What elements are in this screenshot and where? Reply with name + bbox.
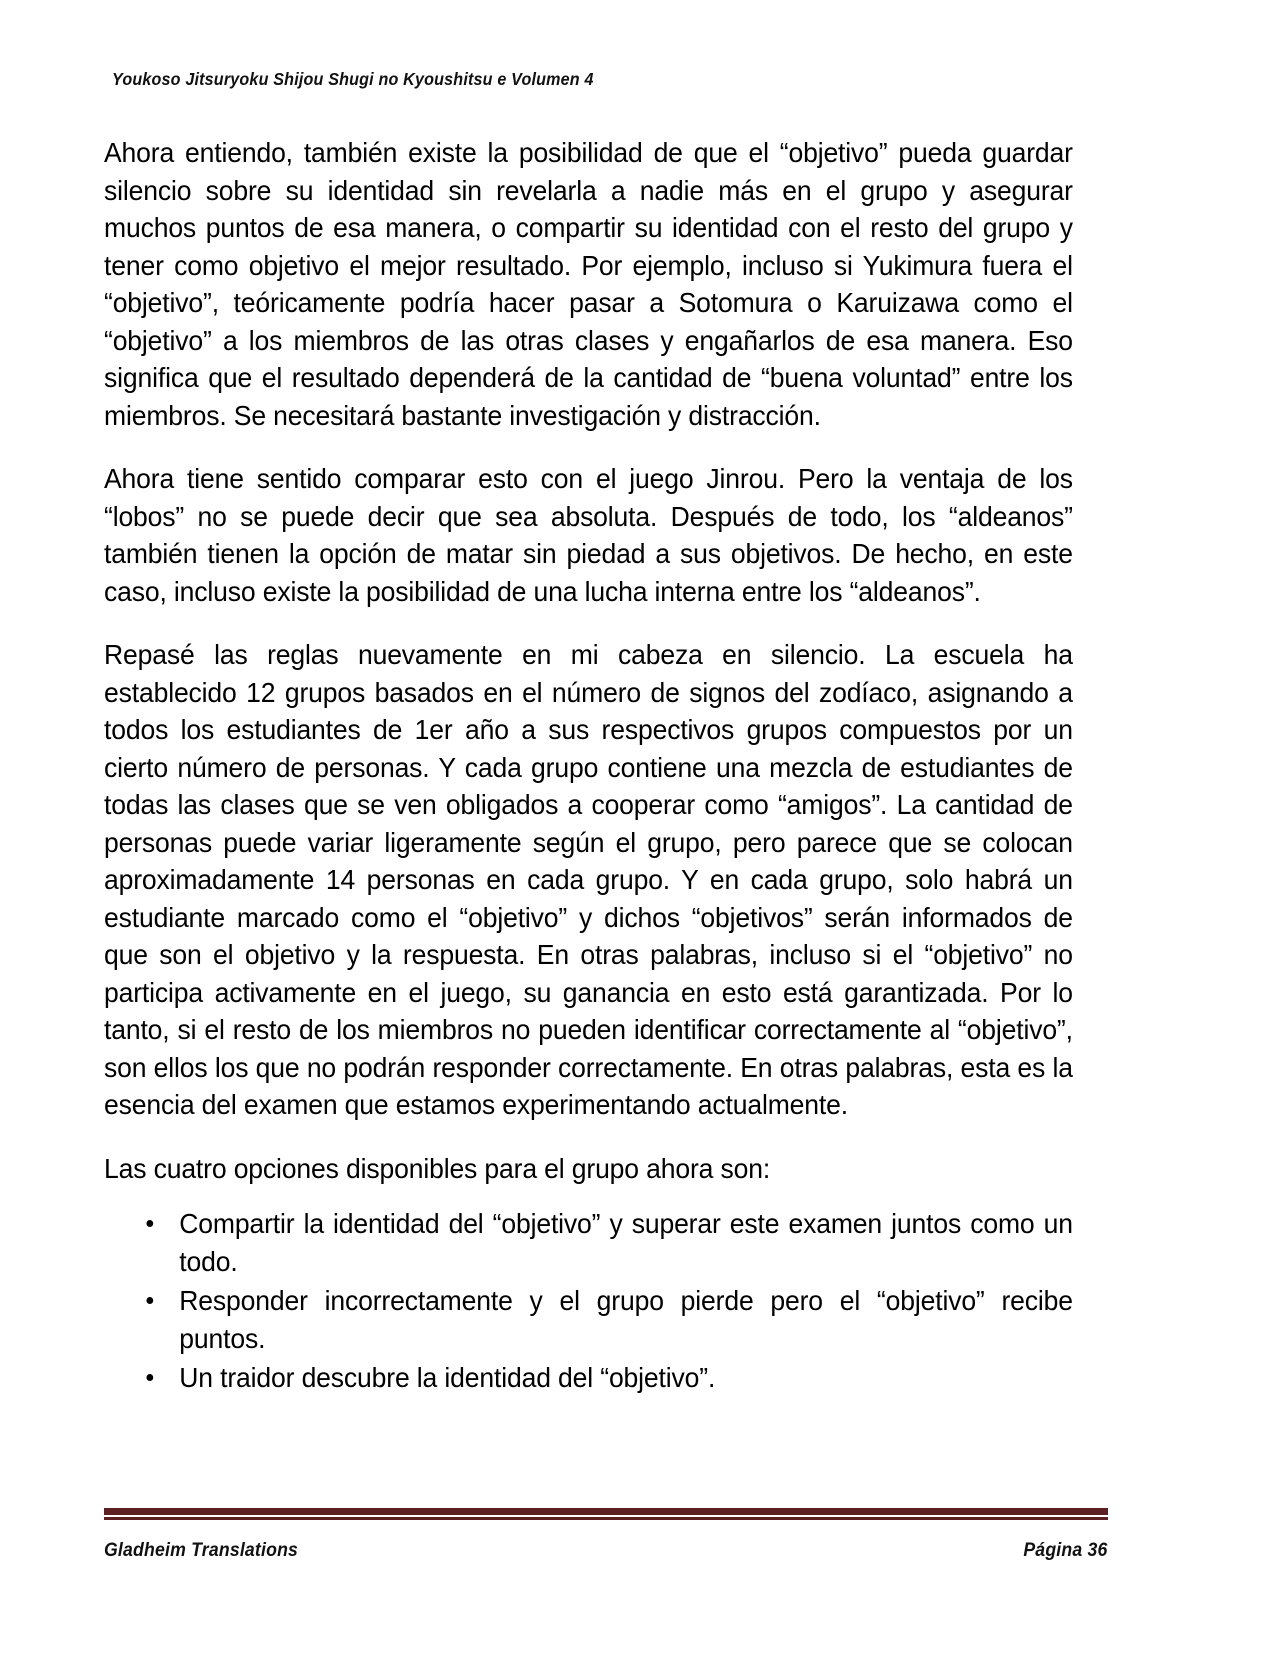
list-lead-in-text: Las cuatro opciones disponibles para el grupo ahora son: — [104, 1152, 771, 1184]
document-footer — [104, 1540, 1108, 1562]
footer-translator-credit: Gladheim Translations — [104, 1540, 299, 1561]
list-item-label: Un traidor descubre la identidad del “objetivo”. — [179, 1362, 716, 1393]
document-body — [104, 134, 1108, 1399]
list-item-label: Compartir la identidad del “objetivo” y superar este examen juntos como un todo. — [179, 1208, 1073, 1277]
footer-divider — [104, 1508, 1108, 1520]
bullet-dot-icon — [146, 1220, 153, 1227]
running-header-title: Youkoso Jitsuryoku Shijou Shugi no Kyoushitsu e Volumen 4 — [112, 69, 594, 89]
footer-divider-thick-line — [104, 1508, 1108, 1515]
footer-page-number: Página 36 — [1023, 1540, 1108, 1561]
bullet-dot-icon — [146, 1374, 153, 1381]
bullet-dot-icon — [146, 1297, 153, 1304]
options-bullet-list — [104, 1205, 1108, 1397]
footer-divider-thin-line — [104, 1517, 1108, 1520]
list-item — [104, 1205, 1073, 1280]
body-paragraph-1: Ahora entiendo, también existe la posibilidad de que el “objetivo” pueda guardar silencio sobre su identidad sin revelarla a nadie más en el grupo y asegurar muchos puntos de esa manera, o compartir su identidad con el resto del grupo y tener como objetivo el mejor resultado. Por ejemplo, incluso si Yukimura fuera el “objetivo”, teóricamente podría hacer pasar a Sotomura o Karuizawa como el “objetivo” a los miembros de las otras clases y engañarlos de esa manera. Eso significa que el resultado dependerá de la cantidad de “buena voluntad” entre los miembros. Se necesitará bastante investigación y distracción. — [104, 137, 1073, 431]
list-item — [104, 1359, 1073, 1397]
list-item-label: Responder incorrectamente y el grupo pierde pero el “objetivo” recibe puntos. — [179, 1285, 1073, 1354]
body-paragraph-3: Repasé las reglas nuevamente en mi cabeza en silencio. La escuela ha establecido 12 grupos basados en el número de signos del zodíaco, asignando a todos los estudiantes de 1er año a sus respectivos grupos compuestos por un cierto número de personas. Y cada grupo contiene una mezcla de estudiantes de todas las clases que se ven obligados a cooperar como “amigos”. La cantidad de personas puede variar ligeramente según el grupo, pero parece que se colocan aproximadamente 14 personas en cada grupo. Y en cada grupo, solo habrá un estudiante marcado como el “objetivo” y dichos “objetivos” serán informados de que son el objetivo y la respuesta. En otras palabras, incluso si el “objetivo” no participa activamente en el juego, su ganancia en esto está garantizada. Por lo tanto, si el resto de los miembros no pueden identificar correctamente al “objetivo”, son ellos los que no podrán responder correctamente. En otras palabras, esta es la esencia del examen que estamos experimentando actualmente. — [104, 639, 1073, 1120]
list-item — [104, 1282, 1073, 1357]
body-paragraph-2: Ahora tiene sentido comparar esto con el juego Jinrou. Pero la ventaja de los “lobos” no se puede decir que sea absoluta. Después de todo, los “aldeanos” también tienen la opción de matar sin piedad a sus objetivos. De hecho, en este caso, incluso existe la posibilidad de una lucha interna entre los “aldeanos”. — [104, 463, 1073, 607]
